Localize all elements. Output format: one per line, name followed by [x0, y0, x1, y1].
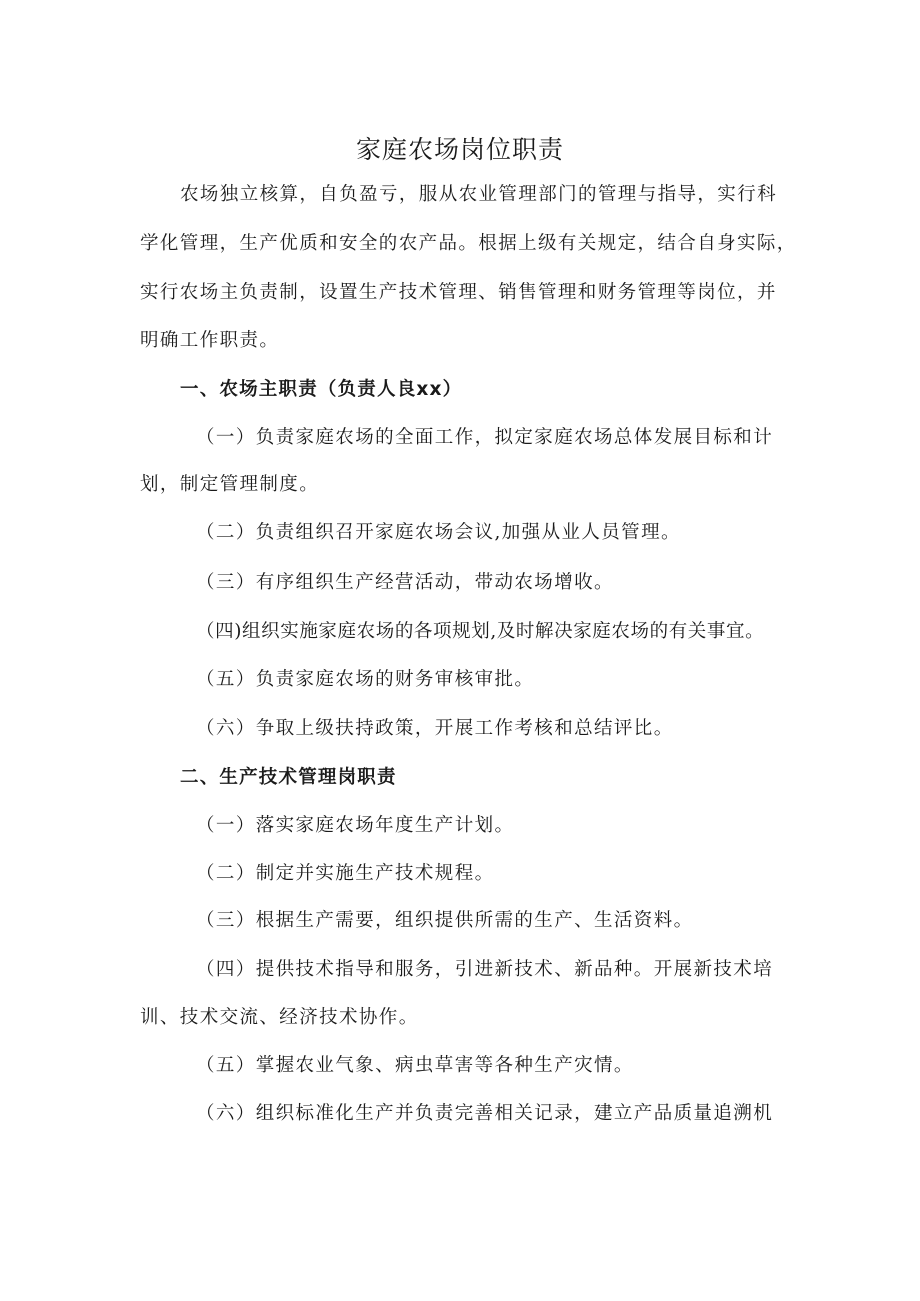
- section-1-item-1: （一）负责家庭农场的全面工作，拟定家庭农场总体发展目标和计: [196, 427, 774, 448]
- section-1-item-2: （二）负责组织召开家庭农场会议,加强从业人员管理。: [196, 522, 681, 543]
- section-1-item-5: （五）负责家庭农场的财务审核审批。: [196, 669, 535, 690]
- section-2-heading: 二、生产技术管理岗职责: [180, 767, 397, 788]
- section-2-item-6: （六）组织标准化生产并负责完善相关记录，建立产品质量追溯机: [196, 1103, 774, 1124]
- section-2-item-2: （二）制定并实施生产技术规程。: [196, 863, 495, 884]
- section-1-heading: 一、农场主职责（负责人良xx）: [180, 379, 463, 400]
- section-2-item-4-cont: 训、技术交流、经济技术协作。: [140, 1007, 419, 1028]
- intro-line-1: 农场独立核算，自负盈亏，服从农业管理部门的管理与指导，实行科: [180, 184, 778, 205]
- intro-line-3: 实行农场主负责制，设置生产技术管理、销售管理和财务管理等岗位，并: [140, 282, 777, 303]
- section-2-item-1: （一）落实家庭农场年度生产计划。: [196, 815, 515, 836]
- section-1-item-6: （六）争取上级扶持政策，开展工作考核和总结评比。: [196, 718, 674, 739]
- intro-line-2: 学化管理，生产优质和安全的农产品。根据上级有关规定，结合自身实际，: [140, 233, 797, 254]
- section-2-item-3: （三）根据生产需要，组织提供所需的生产、生活资料。: [196, 910, 694, 931]
- section-1-item-3: （三）有序组织生产经营活动，带动农场增收。: [196, 572, 614, 593]
- page-title: 家庭农场岗位职责: [355, 135, 564, 164]
- section-1-item-1-cont: 划，制定管理制度。: [140, 474, 320, 495]
- section-2-item-5: （五）掌握农业气象、病虫草害等各种生产灾情。: [196, 1055, 634, 1076]
- intro-line-4: 明确工作职责。: [140, 330, 280, 351]
- section-2-item-4: （四）提供技术指导和服务，引进新技术、新品种。开展新技术培: [196, 959, 774, 980]
- section-1-item-4: （四)组织实施家庭农场的各项规划,及时解决家庭农场的有关事宜。: [196, 621, 765, 642]
